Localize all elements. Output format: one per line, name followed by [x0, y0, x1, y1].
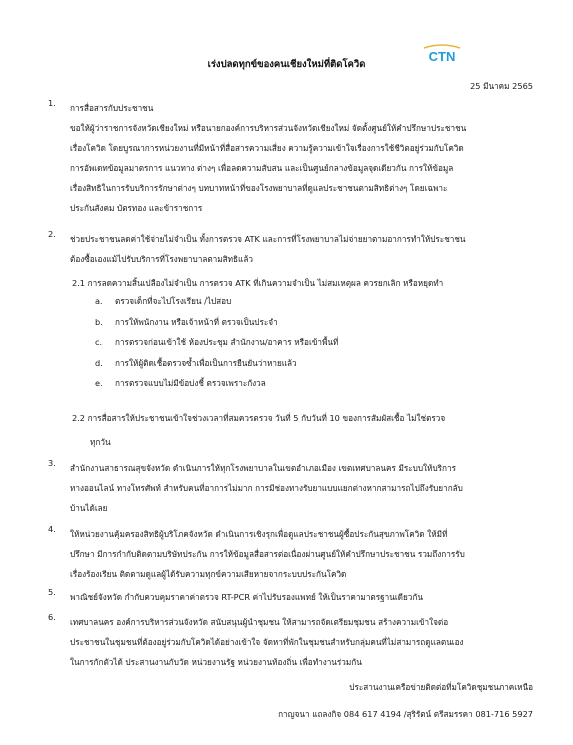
item-line: ประชาชนในชุมชนที่ต้องอยู่ร่วมกับโควิดได้อย่างเข้าใจ จัดหาที่พักในชุมชนสำหรับกลุ่มคนที่ไม่สามารถดูแลตนเอง [70, 637, 464, 647]
item-number: 3. [48, 458, 56, 468]
item-line: ให้หน่วยงานคุ้มครองสิทธิผู้บริโภคจังหวัด ดำเนินการเชิงรุกเพื่อดูแลประชาชนผู้ซื้อประกันสุขภาพโควิด ให้มีที่ [70, 529, 448, 539]
item-body [70, 524, 538, 584]
item-line: เรื่องสิทธิในการรับบริการรักษาต่างๆ บทบาทหน้าที่ของโรงพยาบาลที่ดูแลประชาชนตามสิทธิต่างๆ โดยเฉพาะ [70, 183, 448, 193]
svg-text:CTN: CTN [428, 49, 456, 64]
lettered-item: e. การตรวจแบบไม่มีข้อบ่งชี้ ตรวจเพราะกังวล [95, 378, 266, 388]
lettered-item: b. การให้พนักงาน หรือเจ้าหน้าที่ ตรวจเป็นประจำ [95, 316, 278, 327]
item-line: พาณิชย์จังหวัด กำกับควบคุมราคาค่าตรวจ RT-PCR ค่าไปรับรองแพทย์ ให้เป็นราคามาตรฐานเดียวกัน [70, 592, 423, 602]
lettered-item: c. การตรวจก่อนเข้าใช้ ห้องประชุม สำนักงาน/อาคาร หรือเข้าพื้นที่ [95, 337, 339, 347]
lettered-list [95, 291, 338, 394]
lettered-item: d. การให้ผู้ติดเชื้อตรวจซ้ำเพื่อเป็นการยืนยันว่าหายแล้ว [95, 357, 297, 368]
item-line: เรื่องโควิด โดยบูรณาการหน่วยงานที่มีหน้าที่สื่อสารความเสี่ยง ความรู้ความเข้าใจเรื่องการใช้ชีวิตอยู่ร่วมกับโควิด [70, 143, 464, 153]
item-line: ประกันสังคม บัตรทอง และข้าราชการ [70, 203, 203, 213]
item-body [70, 229, 538, 269]
item-line: บ้านได้เลย [70, 503, 108, 513]
subitem-2-1 [72, 273, 542, 293]
signature-contacts: กาญจนา แถลงกิจ 084 617 4194 /สุริรัตน์ ตรีสมรรคา 081-716 5927 [278, 709, 533, 719]
item-number: 5. [48, 587, 56, 597]
item-body [70, 612, 538, 672]
item-line: ขอให้ผู้ว่าราชการจังหวัดเชียงใหม่ หรือนายกองค์การบริหารส่วนจังหวัดเชียงใหม่ จัดตั้งศูนย์ให้คำปรึกษาประชาชน [70, 123, 467, 133]
item-line: สำนักงานสาธารณสุขจังหวัด ดำเนินการให้ทุกโรงพยาบาลในเขตอำเภอเมือง เขตเทศบาลนคร มีระบบให้บริการ [70, 463, 456, 473]
document-title: เร่งปลดทุกข์ของคนเชียงใหม่ที่ติดโควิด [207, 59, 366, 70]
item-body [70, 587, 538, 607]
subitem-text: 2.1 การลดความสิ้นเปลืองไม่จำเป็น การตรวจ ATK ที่เกินความจำเป็น ไม่สมเหตุผล ควรยกเลิก หรือหยุดทำ [72, 278, 444, 288]
item-line: ต้องซื้อเองแม้ไปรับบริการที่โรงพยาบาลตามสิทธิแล้ว [70, 254, 253, 264]
item-line: ในการกักตัวได้ ประสานงานกับวัด หน่วยงานรัฐ หน่วยงานท้องถิ่น เพื่อทำงานร่วมกัน [70, 657, 362, 667]
item-number: 2. [48, 229, 56, 239]
item-line: ช่วยประชาชนลดค่าใช้จ่ายไม่จำเป็น ทั้งการตรวจ ATK และการที่โรงพยาบาลไม่จ่ายยาตามอาการทำให้ประชาชน [70, 234, 466, 244]
item-body [70, 98, 538, 218]
item-line: ทางออนไลน์ ทางโทรศัพท์ สำหรับคนที่อาการไม่มาก การมีช่องทางรับยาแบบแยกต่างหากสามารถไปถึงรับยากลับ [70, 483, 463, 493]
item-body [70, 458, 538, 518]
signature-org: ประสานงานเครือข่ายติดต่อที่มโควิดชุมชนภาคเหนือ [349, 682, 533, 692]
item-line: ปรึกษา มีการกำกับติดตามบริษัทประกัน การให้ข้อมูลสื่อสารต่อเนื่องผ่านศูนย์ให้คำปรึกษาประชาชน รวมถึงการรับ [70, 549, 465, 559]
item-number: 6. [48, 612, 56, 622]
subitem-2-2 [72, 406, 542, 454]
item-number: 4. [48, 524, 56, 534]
document-date: 25 มีนาคม 2565 [470, 81, 533, 91]
item-line: เรื่องร้องเรียน ติดตามดูแลผู้ได้รับความทุกข์ความเสียหายจากระบบประกันโควิด [70, 569, 347, 579]
item-line: การอัพเดทข้อมูลมาตรการ แนวทาง ต่างๆ เพื่อลดความสับสน และเป็นศูนย์กลางข้อมูลจุดเดียวกัน การให้ข้อมูล [70, 163, 454, 173]
item-line: การสื่อสารกับประชาชน [70, 103, 154, 113]
subitem-text: ทุกวัน [90, 437, 111, 447]
subitem-text: 2.2 การสื่อสารให้ประชาชนเข้าใจช่วงเวลาที่สมควรตรวจ วันที่ 5 กับวันที่ 10 ของการสัมผัสเชื้อ ไม่ใช่ตรวจ [72, 413, 446, 423]
item-number: 1. [48, 98, 56, 108]
item-line: เทศบาลนคร องค์การบริหารส่วนจังหวัด สนับสนุนผู้นำชุมชน ให้สามารถจัดเตรียมชุมชน สร้างความเข้าใจต่อ [70, 617, 449, 627]
lettered-item: a. ตรวจเด็กที่จะไปโรงเรียน /ไปสอบ [95, 296, 232, 306]
